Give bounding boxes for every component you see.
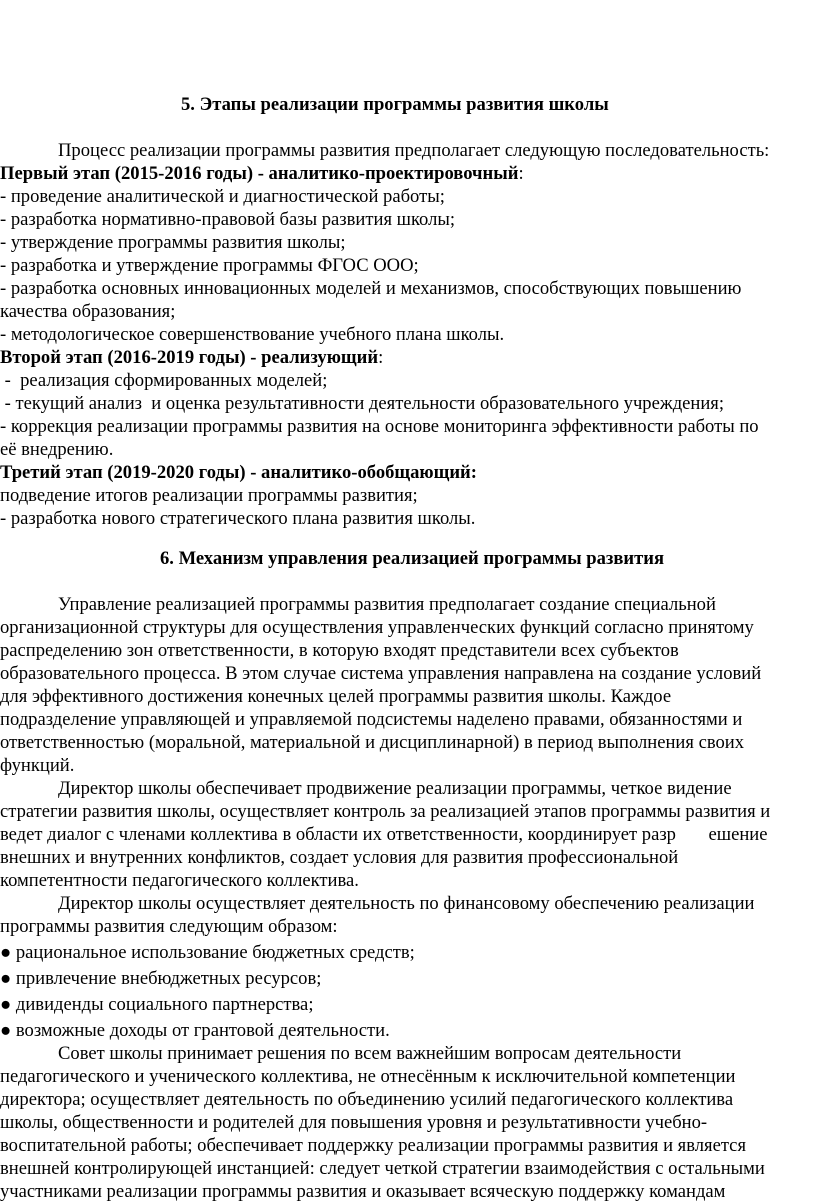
paragraph-line: организационной структуры для осуществления управленческих функций согласно принятому [0,617,754,638]
stage-3-heading: Третий этап (2019-2020 годы) - аналитико-обобщающий: [0,462,477,483]
paragraph-line: воспитательной работы; обеспечивает поддержку реализации программы развития и является [0,1135,746,1156]
paragraph-line: внешней контролирующей инстанцией: следует четкой стратегии взаимодействия с остальными [0,1158,765,1179]
bullet-item: ● возможные доходы от грантовой деятельности. [0,1020,390,1041]
bullet-item: ● дивиденды социального партнерства; [0,994,314,1015]
bullet-item: ● рациональное использование бюджетных средств; [0,942,415,963]
paragraph-line: стратегии развития школы, осуществляет контроль за реализацией этапов программы развития и [0,801,771,822]
paragraph-line: программы развития следующим образом: [0,916,338,937]
paragraph-line: участниками реализации программы развития и оказывает всяческую поддержку командам [0,1181,726,1202]
paragraph-line: функций. [0,755,75,776]
paragraph-line: подразделение управляющей и управляемой подсистемы наделено правами, обязанностями и [0,709,743,730]
stage-1-heading: Первый этап (2015-2016 годы) - аналитико-проектировочный [0,163,519,184]
stage-2-heading: Второй этап (2016-2019 годы) - реализующий [0,347,379,368]
paragraph-line: для эффективного достижения конечных целей программы развития школы. Каждое [0,686,672,707]
stage-2-heading-line [0,347,383,369]
stage-1-item: качества образования; [0,301,176,322]
stage-1-item: - методологическое совершенствование учебного плана школы. [0,324,505,345]
bullet-item: ● привлечение внебюджетных ресурсов; [0,968,322,989]
paragraph-line: директора; осуществляет деятельность по объединению усилий педагогического коллектива [0,1089,734,1110]
stage-1-item: - утверждение программы развития школы; [0,232,346,253]
stage-1-item: - разработка нормативно-правовой базы развития школы; [0,209,456,230]
paragraph-line: внешних и внутренних конфликтов, создает условия для развития профессиональной [0,847,679,868]
stage-3-item: - разработка нового стратегического плана развития школы. [0,508,476,529]
stage-2-item: её внедрению. [0,439,114,460]
section-5-intro: Процесс реализации программы развития предполагает следующую последовательность: [58,140,770,161]
stage-2-heading-colon: : [378,347,384,368]
paragraph-line: школы, общественности и родителей для повышения уровня и результативности учебно- [0,1112,708,1133]
paragraph-line: Директор школы осуществляет деятельность по финансовому обеспечению реализации [58,893,755,914]
section-6-title: 6. Механизм управления реализацией программы развития [160,548,665,569]
stage-2-item: - коррекция реализации программы развития на основе мониторинга эффективности работы по [0,416,759,437]
paragraph-line: Управление реализацией программы развития предполагает создание специальной [58,594,716,615]
paragraph-line: образовательного процесса. В этом случае система управления направлена на создание условий [0,663,762,684]
stage-2-item: - реализация сформированных моделей; [0,370,328,391]
paragraph-line: распределению зон ответственности, в которую входят представители всех субъектов [0,640,679,661]
stage-1-item: - разработка и утверждение программы ФГОС ООО; [0,255,419,276]
stage-1-item: - проведение аналитической и диагностической работы; [0,186,445,207]
paragraph-line: ответственностью (моральной, материальной и дисциплинарной) в период выполнения своих [0,732,745,753]
paragraph-line: Совет школы принимает решения по всем важнейшим вопросам деятельности [58,1043,682,1064]
stage-1-item: - разработка основных инновационных моделей и механизмов, способствующих повышению [0,278,742,299]
paragraph-line: педагогического и ученического коллектива, не отнесённым к исключительной компетенции [0,1066,736,1087]
stage-2-item: - текущий анализ и оценка результативности деятельности образовательного учреждения; [0,393,725,414]
paragraph-line: ведет диалог с членами коллектива в области их ответственности, координирует разр ешение [0,824,768,845]
stage-3-item: подведение итогов реализации программы развития; [0,485,418,506]
stage-1-heading-line [0,163,524,185]
paragraph-line: Директор школы обеспечивает продвижение реализации программы, четкое видение [58,778,732,799]
paragraph-line: компетентности педагогического коллектива. [0,870,359,891]
section-5-title: 5. Этапы реализации программы развития школы [181,94,609,115]
stage-1-heading-colon: : [518,163,524,184]
